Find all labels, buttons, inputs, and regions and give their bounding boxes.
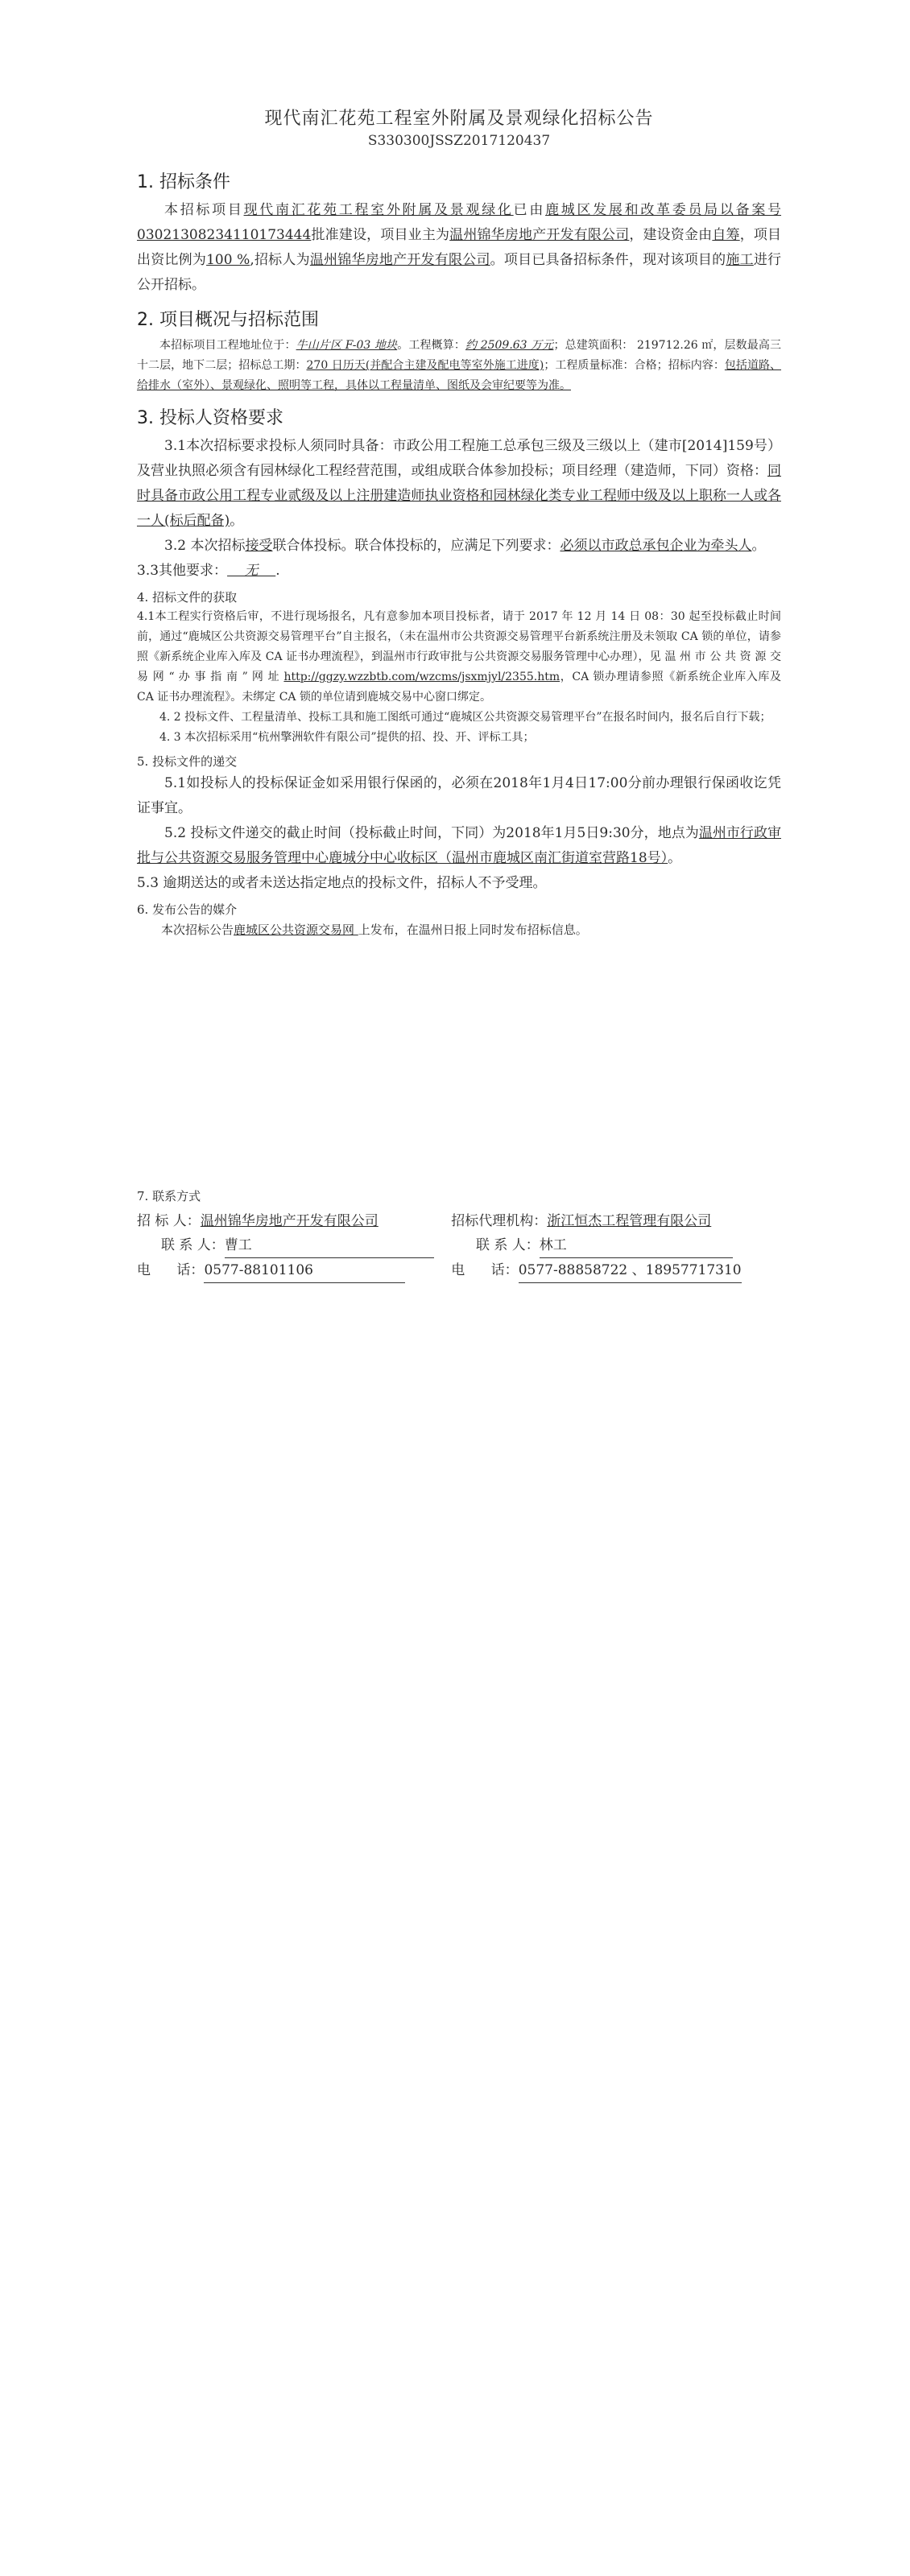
contact-block bbox=[137, 1209, 781, 1283]
other-requirement: 无 bbox=[227, 563, 276, 579]
consortium-accept: 接受 bbox=[245, 538, 273, 554]
approver: 鹿城区发展和改革委员局以备案号 bbox=[545, 202, 782, 218]
section-3-3: 3.3其他要求： 无 . bbox=[137, 563, 280, 579]
section-1-heading: 1. 招标条件 bbox=[137, 172, 230, 192]
guide-link[interactable]: http://ggzy.wzzbtb.com/wzcms/jsxmjyl/2355.htm bbox=[283, 671, 560, 683]
contact-row-org bbox=[137, 1209, 781, 1233]
contact-person-1: 曹工 bbox=[224, 1237, 252, 1253]
notice-page bbox=[137, 105, 781, 1283]
project-name: 现代南汇花苑工程室外附属及景观绿化 bbox=[243, 202, 514, 218]
section-4-1: 4.1本工程实行资格后审，不进行现场报名，凡有意参加本项目投标者，请于 2017 年 12 月 14 日 08：30 起至投标截止时间前，通过“鹿城区公共资源交易管理平台”自主报名，（未在温州市公共资源交易管理平台新系统注册及未领取 CA 锁的单位，请参照《新系统企业库入库及 CA 证书办理流程》，到温州市行政审批与公共资源交易服务管理中心办理），见 温 州 市 公 共 资 源 交 易 网 “ 办 事 指 南 ” 网 址 http://ggzy.wzzbtb.com/wzcms/jsxmjyl/2355.htm，CA 锁办理请参照《新系统企业库入库及 CA 证书办理流程》。未绑定 CA 锁的单位请到鹿城交易中心窗口绑定。 bbox=[137, 610, 782, 704]
section-3-2: 3.2 本次招标接受联合体投标。联合体投标的，应满足下列要求：必须以市政总承包企业为牵头人。 bbox=[164, 538, 766, 554]
publish-media: 鹿城区公共资源交易网 bbox=[234, 923, 358, 937]
section-2-heading: 2. 项目概况与招标范围 bbox=[137, 310, 319, 330]
section-7-heading: 7. 联系方式 bbox=[137, 1189, 201, 1203]
contact-label-2: 联 系 人： bbox=[475, 1237, 540, 1253]
section-3-1: 3.1本次招标要求投标人须同时具备：市政公用工程施工总承包三级及三级以上（建市[2014]159号）及营业执照必须含有园林绿化工程经营范围，或组成联合体参加投标；项目经理（建造师，下同）资格：同时具备市政公用工程专业贰级及以上注册建造师执业资格和园林绿化类专业工程师中级及以上职称一人或各一人(标后配备)。 bbox=[137, 438, 781, 529]
phone-label-2: 电 话： bbox=[451, 1262, 519, 1278]
project-duration: 270 日历天(并配合主建及配电等室外施工进度) bbox=[306, 359, 544, 372]
agency-value: 浙江恒杰工程管理有限公司 bbox=[547, 1213, 712, 1229]
phone-2: 0577-88858722 、18957717310 bbox=[518, 1262, 742, 1278]
section-4-heading: 4. 招标文件的获取 bbox=[137, 590, 238, 605]
section-3-heading: 3. 投标人资格要求 bbox=[137, 408, 283, 428]
tenderer-label: 招 标 人： bbox=[137, 1213, 201, 1229]
project-budget: 约 2509.63 万元 bbox=[465, 339, 554, 352]
section-2-body: 本招标项目工程地址位于：牛山片区 F-03 地块。工程概算：约 2509.63 万元；总建筑面积： 219712.26 ㎡，层数最高三十二层，地下二层；招标总工期：270 日历天(并配合主建及配电等室外施工进度)；工程质量标准：合格；招标内容：包括道路、给排水（室外）、景观绿化、照明等工程，具体以工程量清单、图纸及会审纪要等为准。 bbox=[137, 339, 782, 392]
phone-label-1: 电 话： bbox=[137, 1262, 205, 1278]
notice-title: 现代南汇花苑工程室外附属及景观绿化招标公告 bbox=[264, 109, 654, 129]
tender-scope: 包括道路、给排水（室外）、景观绿化、照明等工程，具体以工程量清单、图纸及会审纪要等为准。 bbox=[137, 359, 782, 392]
submission-place: 温州市行政审批与公共资源交易服务管理中心鹿城分中心收标区（温州市鹿城区南汇街道室营路18号） bbox=[137, 825, 781, 866]
manager-requirement: 同时具备市政公用工程专业贰级及以上注册建造师执业资格和园林绿化类专业工程师中级及以上职称一人或各一人(标后配备) bbox=[137, 463, 781, 529]
section-4-2: 4. 2 投标文件、工程量清单、投标工具和施工图纸可通过“鹿城区公共资源交易管理平台”在报名时间内，报名后自行下载； bbox=[159, 711, 771, 724]
contact-row-person bbox=[137, 1233, 781, 1258]
section-1-body: 本招标项目现代南汇花苑工程室外附属及景观绿化已由鹿城区发展和改革委员局以备案号 03021308234110173444批准建设，项目业主为温州锦华房地产开发有限公司，建设资金由自筹，项目出资比例为100 %,招标人为温州锦华房地产开发有限公司。项目已具备招标条件，现对该项目的施工进行公开招标。 bbox=[137, 202, 782, 293]
tenderer-name: 温州锦华房地产开发有限公司 bbox=[309, 252, 490, 268]
funding-source: 自筹 bbox=[712, 227, 740, 243]
section-5-3: 5.3 逾期送达的或者未送达指定地点的投标文件，招标人不予受理。 bbox=[137, 875, 547, 891]
agency-label: 招标代理机构： bbox=[451, 1213, 548, 1229]
section-6-body: 本次招标公告鹿城区公共资源交易网 上发布，在温州日报上同时发布招标信息。 bbox=[161, 923, 588, 937]
funding-ratio: 100 % bbox=[206, 252, 250, 268]
consortium-requirement: 必须以市政总承包企业为牵头人 bbox=[560, 538, 752, 554]
section-6-heading: 6. 发布公告的媒介 bbox=[137, 902, 238, 917]
section-5-heading: 5. 投标文件的递交 bbox=[137, 754, 238, 769]
notice-code: S330300JSSZ2017120437 bbox=[367, 133, 551, 149]
section-4-3: 4. 3 本次招标采用“杭州擎洲软件有限公司”提供的招、投、开、评标工具； bbox=[159, 731, 535, 744]
project-address: 牛山片区 F-03 地块 bbox=[296, 339, 398, 352]
construction-type: 施工 bbox=[726, 252, 754, 268]
phone-1: 0577-88101106 bbox=[204, 1262, 313, 1278]
project-owner: 温州锦华房地产开发有限公司 bbox=[449, 227, 630, 243]
section-5-1: 5.1如投标人的投标保证金如采用银行保函的，必须在2018年1月4日17:00分前办理银行保函收讫凭证事宜。 bbox=[137, 775, 781, 816]
contact-row-phone bbox=[137, 1258, 781, 1283]
section-5-2: 5.2 投标文件递交的截止时间（投标截止时间，下同）为2018年1月5日9:30分，地点为温州市行政审批与公共资源交易服务管理中心鹿城分中心收标区（温州市鹿城区南汇街道室营路18号）。 bbox=[137, 825, 781, 866]
tenderer-value: 温州锦华房地产开发有限公司 bbox=[200, 1213, 378, 1229]
contact-person-2: 林工 bbox=[539, 1237, 567, 1253]
contact-label-1: 联 系 人： bbox=[161, 1237, 225, 1253]
record-number: 03021308234110173444 bbox=[137, 227, 312, 243]
